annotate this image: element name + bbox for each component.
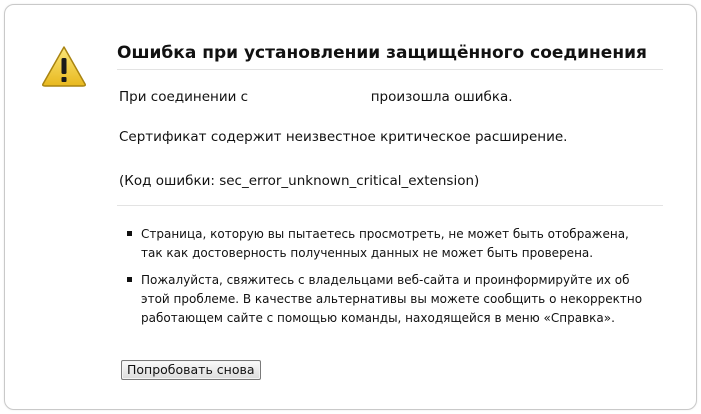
details-divider <box>117 205 663 206</box>
page-title: Ошибка при установлении защищённого соединения <box>117 43 647 63</box>
title-divider <box>117 69 663 70</box>
list-item <box>127 271 647 328</box>
connection-suffix: произошла ошибка. <box>370 89 513 105</box>
notes-list <box>127 225 647 336</box>
connection-prefix: При соединении с <box>119 89 249 105</box>
bullet-icon <box>127 277 132 282</box>
list-item <box>127 225 647 263</box>
note-text: Пожалуйста, свяжитесь с владельцами веб-сайта и проинформируйте их об этой проблеме. В качестве альтернативы вы можете сообщить о некорректно работающем сайте с помощью команды, находящейся в меню «Справка». <box>141 273 643 325</box>
error-description: Сертификат содержит неизвестное критическое расширение. <box>119 129 568 145</box>
error-page <box>4 4 697 410</box>
error-code: (Код ошибки: sec_error_unknown_critical_extension) <box>119 173 480 189</box>
bullet-icon <box>127 231 132 236</box>
connection-message <box>119 89 513 105</box>
retry-button[interactable]: Попробовать снова <box>121 360 261 380</box>
note-text: Страница, которую вы пытаетесь просмотреть, не может быть отображена, так как достоверность полученных данных не может быть проверена. <box>141 227 629 260</box>
warning-icon <box>41 45 87 87</box>
